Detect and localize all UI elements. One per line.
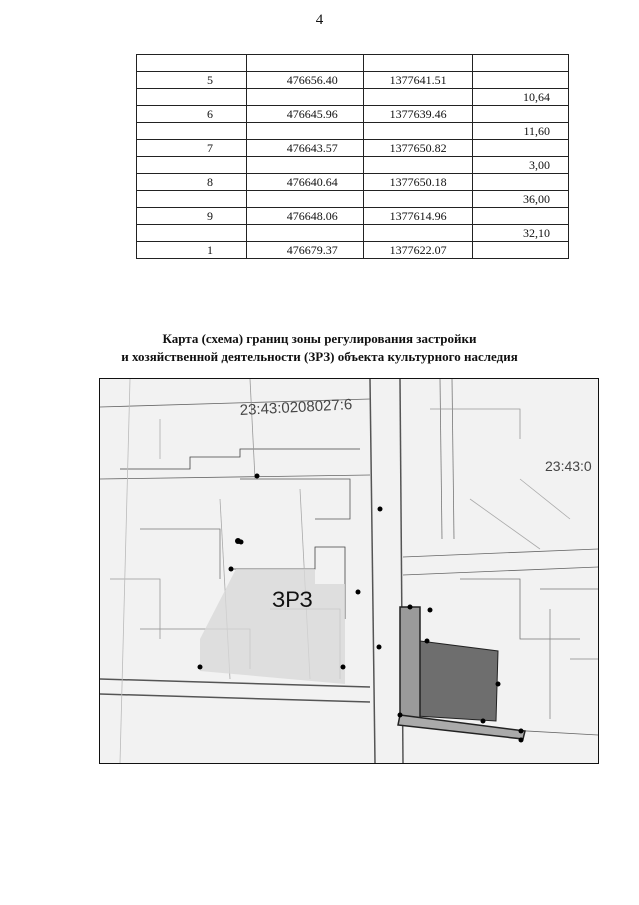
page-number: 4 xyxy=(315,12,324,28)
table-cell: 476656.40 xyxy=(246,72,363,89)
coordinates-table xyxy=(136,54,569,259)
table-cell xyxy=(363,157,473,174)
map-linework xyxy=(100,379,598,763)
map-drawing xyxy=(100,379,598,763)
table-row xyxy=(137,140,569,157)
table-cell: 1 xyxy=(137,242,247,259)
heritage-object-strip xyxy=(400,607,420,724)
table-cell: 476640.64 xyxy=(246,174,363,191)
table-cell xyxy=(246,191,363,208)
table-cell xyxy=(246,225,363,242)
table-cell: 3,00 xyxy=(473,157,569,174)
cadastral-label-1: 23:43:0208027:6 xyxy=(239,396,353,419)
table-row xyxy=(137,89,569,106)
table-row xyxy=(137,208,569,225)
table-cell xyxy=(246,89,363,106)
table-row xyxy=(137,225,569,242)
table-cell: 36,00 xyxy=(473,191,569,208)
table-cell: 6 xyxy=(137,106,247,123)
table-cell xyxy=(473,208,569,225)
table-cell xyxy=(473,140,569,157)
table-cell xyxy=(246,55,363,72)
table-row xyxy=(137,242,569,259)
table-cell xyxy=(137,191,247,208)
table-cell: 1377650.82 xyxy=(363,140,473,157)
table-cell xyxy=(363,225,473,242)
table-row xyxy=(137,106,569,123)
table-cell: 1377641.51 xyxy=(363,72,473,89)
table-cell xyxy=(363,123,473,140)
table-cell xyxy=(363,55,473,72)
table-cell xyxy=(246,123,363,140)
table-cell xyxy=(473,174,569,191)
table-cell: 32,10 xyxy=(473,225,569,242)
table-cell: 476648.06 xyxy=(246,208,363,225)
table-cell: 476679.37 xyxy=(246,242,363,259)
table-row xyxy=(137,123,569,140)
table-row xyxy=(137,174,569,191)
map-title xyxy=(0,330,639,366)
table-cell: 7 xyxy=(137,140,247,157)
table-cell: 5 xyxy=(137,72,247,89)
table-cell xyxy=(473,106,569,123)
table-cell: 1377639.46 xyxy=(363,106,473,123)
table-cell xyxy=(137,225,247,242)
table-cell xyxy=(363,191,473,208)
table-cell: 476645.96 xyxy=(246,106,363,123)
table-cell: 1377614.96 xyxy=(363,208,473,225)
table-cell: 476643.57 xyxy=(246,140,363,157)
table-cell: 1377622.07 xyxy=(363,242,473,259)
zone-label: ЗРЗ xyxy=(272,587,313,612)
table-row xyxy=(137,72,569,89)
map-title-line-1: Карта (схема) границ зоны регулирования застройки xyxy=(162,331,477,346)
table-cell xyxy=(473,242,569,259)
table-cell xyxy=(363,89,473,106)
table-cell xyxy=(137,123,247,140)
table-cell: 11,60 xyxy=(473,123,569,140)
table-cell xyxy=(137,89,247,106)
map-title-line-2: и хозяйственной деятельности (ЗРЗ) объекта культурного наследия xyxy=(121,349,518,364)
table-cell xyxy=(473,55,569,72)
table-cell: 8 xyxy=(137,174,247,191)
zone-map xyxy=(99,378,599,764)
table-row xyxy=(137,191,569,208)
table-cell: 9 xyxy=(137,208,247,225)
table-row xyxy=(137,55,569,72)
table-cell xyxy=(246,157,363,174)
table-cell xyxy=(137,55,247,72)
table-cell: 10,64 xyxy=(473,89,569,106)
table-cell xyxy=(473,72,569,89)
cadastral-label-2: 23:43:0 xyxy=(545,458,592,474)
table-row xyxy=(137,157,569,174)
table-cell xyxy=(137,157,247,174)
table-cell: 1377650.18 xyxy=(363,174,473,191)
